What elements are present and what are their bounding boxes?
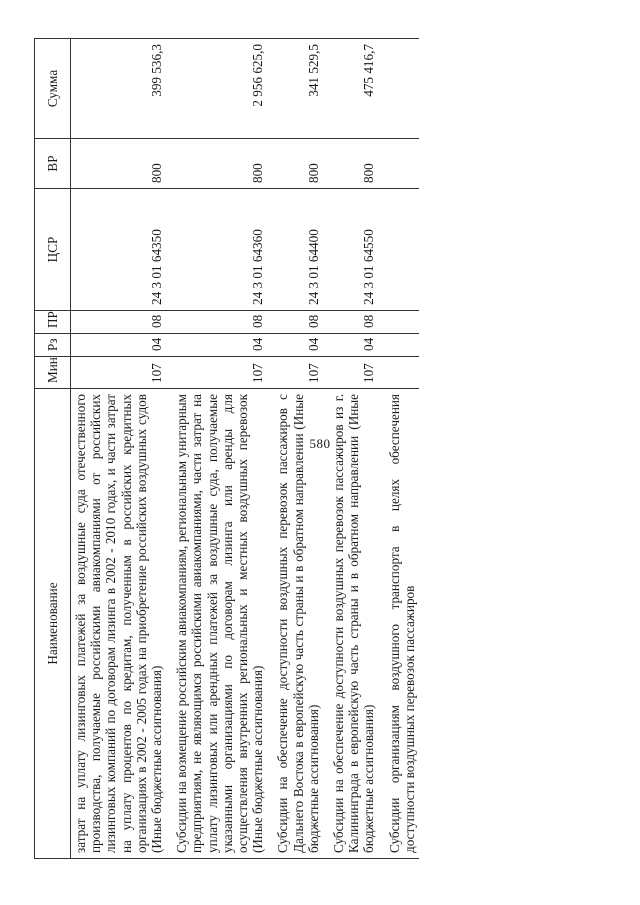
table-row xyxy=(172,39,267,859)
row-rz: 04 xyxy=(329,334,379,357)
row-sum: 341 529,5 xyxy=(273,39,323,139)
table-header-row xyxy=(35,39,71,859)
table-row xyxy=(385,39,419,859)
page-number: 580 xyxy=(309,436,331,451)
table-row xyxy=(71,39,167,859)
row-pr: 08 xyxy=(71,311,167,334)
table-row xyxy=(329,39,379,859)
row-pr: 08 xyxy=(273,311,323,334)
row-rz: 04 xyxy=(172,334,267,357)
row-rz: 04 xyxy=(71,334,167,357)
row-vr: 800 xyxy=(71,139,167,189)
row-name: Субсидии организациям воздушного транспорта в целях обеспечения доступности воздушных перевозок пассажиров xyxy=(385,389,419,859)
row-sum: 399 536,3 xyxy=(71,39,167,139)
row-name: Субсидии на обеспечение доступности воздушных перевозок пассажиров из г. Калининграда в европейскую часть страны и в обратном направлении (Иные бюджетные ассигнования) xyxy=(329,389,379,859)
header-min: Мин xyxy=(35,357,71,389)
table-row xyxy=(273,39,323,859)
row-name: Субсидии на обеспечение доступности воздушных перевозок пассажиров с Дальнего Востока в европейскую часть страны и в обратном направлении (Иные бюджетные ассигнования) xyxy=(273,389,323,859)
row-csr xyxy=(385,189,419,311)
budget-table xyxy=(34,38,419,859)
header-pr: ПР xyxy=(35,311,71,334)
row-min: 107 xyxy=(172,357,267,389)
row-csr: 24 3 01 64550 xyxy=(329,189,379,311)
row-min: 107 xyxy=(329,357,379,389)
header-rz: Рз xyxy=(35,334,71,357)
row-sum: 2 956 625,0 xyxy=(172,39,267,139)
row-pr: 08 xyxy=(172,311,267,334)
row-pr: 08 xyxy=(329,311,379,334)
row-csr: 24 3 01 64350 xyxy=(71,189,167,311)
row-csr: 24 3 01 64360 xyxy=(172,189,267,311)
row-vr: 800 xyxy=(172,139,267,189)
row-vr: 800 xyxy=(329,139,379,189)
header-csr: ЦСР xyxy=(35,189,71,311)
header-name: Наименование xyxy=(35,389,71,859)
header-sum: Сумма xyxy=(35,39,71,139)
row-min: 107 xyxy=(273,357,323,389)
row-pr xyxy=(385,311,419,334)
row-vr: 800 xyxy=(273,139,323,189)
row-name: Субсидии на возмещение российским авиакомпаниям, региональным унитарным предприятиям, не являющимся российскими авиакомпаниями, части затрат на уплату лизинговых или арендных платежей за воздушные суда, получаемые указанными организациями по договорам лизинга или аренды для осуществления внутренних региональных и местных воздушных перевозок (Иные бюджетные ассигнования) xyxy=(172,389,267,859)
row-rz: 04 xyxy=(273,334,323,357)
header-vr: ВР xyxy=(35,139,71,189)
budget-table-rotated xyxy=(34,39,589,859)
row-min xyxy=(385,357,419,389)
row-name: затрат на уплату лизинговых платежей за воздушные суда отечественного производства, получаемые российскими авиакомпаниями от российских лизинговых компаний по договорам лизинга в 2002 - 2010 годах, и части затрат на уплату процентов по кредитам, полученным в российских кредитных организациях в 2002 - 2005 годах на приобретение российских воздушных судов (Иные бюджетные ассигнования) xyxy=(71,389,167,859)
row-csr: 24 3 01 64400 xyxy=(273,189,323,311)
row-sum xyxy=(385,39,419,139)
row-sum: 475 416,7 xyxy=(329,39,379,139)
row-vr xyxy=(385,139,419,189)
row-rz xyxy=(385,334,419,357)
row-min: 107 xyxy=(71,357,167,389)
